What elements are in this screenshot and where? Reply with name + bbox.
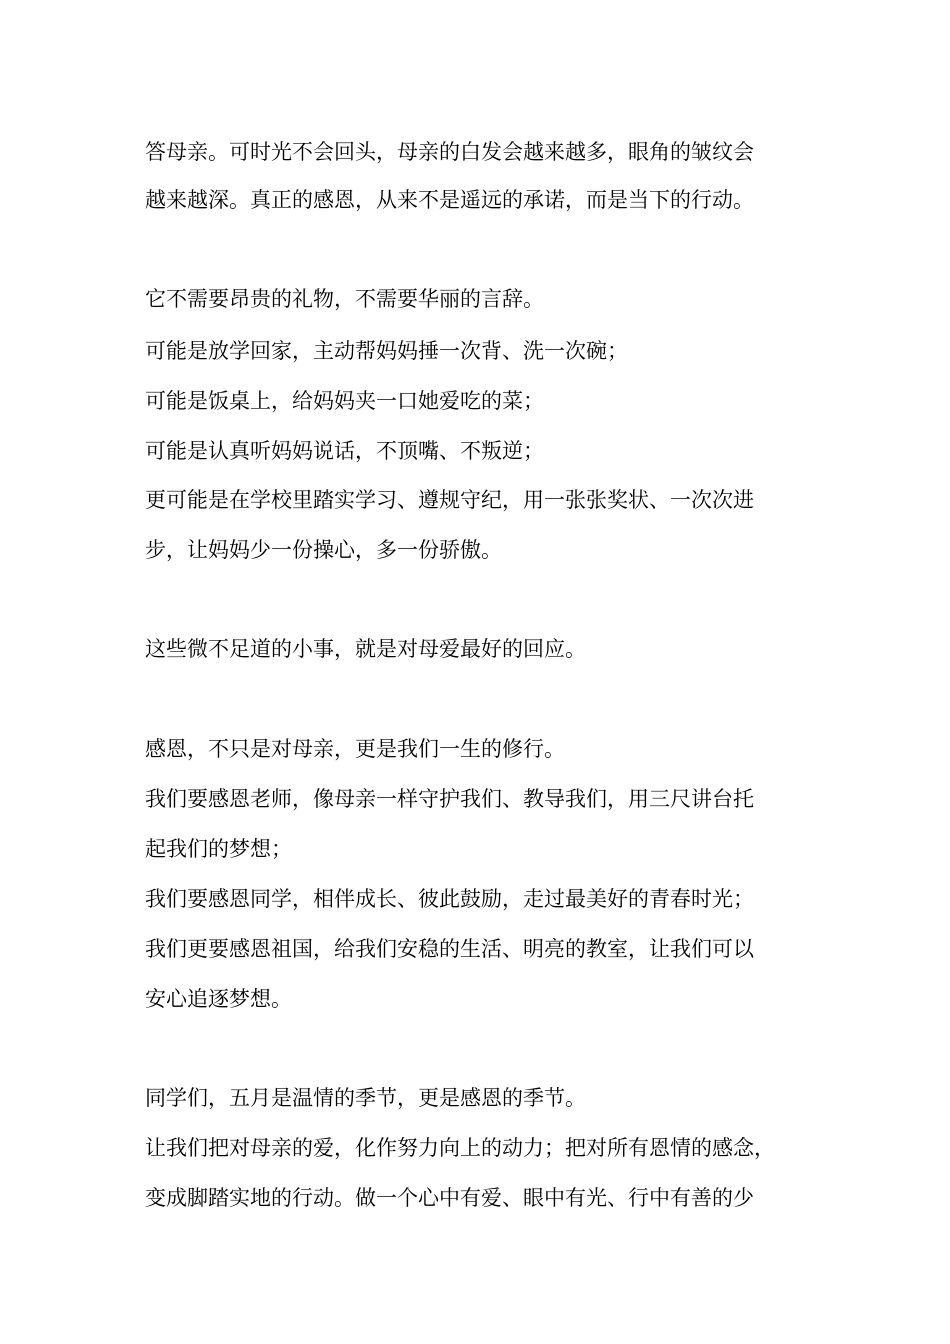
text-line: 它不需要昂贵的礼物，不需要华丽的言辞。 (145, 287, 544, 311)
text-line: 可能是放学回家，主动帮妈妈捶一次背、洗一次碗； (145, 339, 628, 363)
text-line: 我们要感恩老师，像母亲一样守护我们、教导我们，用三尺讲台托 (145, 787, 754, 811)
text-line: 步，让妈妈少一份操心，多一份骄傲。 (145, 538, 502, 562)
text-line: 让我们把对母亲的爱，化作努力向上的动力；把对所有恩情的感念， (145, 1136, 775, 1160)
text-line: 可能是饭桌上，给妈妈夹一口她爱吃的菜； (145, 389, 544, 413)
text-line: 我们更要感恩祖国，给我们安稳的生活、明亮的教室，让我们可以 (145, 937, 754, 961)
text-line: 可能是认真听妈妈说话，不顶嘴、不叛逆； (145, 439, 544, 463)
text-line: 变成脚踏实地的行动。做一个心中有爱、眼中有光、行中有善的少 (145, 1186, 754, 1210)
text-line: 这些微不足道的小事，就是对母爱最好的回应。 (145, 637, 586, 661)
text-line: 我们要感恩同学，相伴成长、彼此鼓励，走过最美好的青春时光； (145, 887, 754, 911)
text-line: 感恩，不只是对母亲，更是我们一生的修行。 (145, 737, 565, 761)
text-line: 越来越深。真正的感恩，从来不是遥远的承诺，而是当下的行动。 (145, 188, 754, 212)
text-line: 起我们的梦想； (145, 837, 292, 861)
text-line: 安心追逐梦想。 (145, 987, 292, 1011)
text-line: 更可能是在学校里踏实学习、遵规守纪，用一张张奖状、一次次进 (145, 488, 754, 512)
text-line: 答母亲。可时光不会回头，母亲的白发会越来越多，眼角的皱纹会 (145, 140, 754, 164)
text-line: 同学们，五月是温情的季节，更是感恩的季节。 (145, 1086, 586, 1110)
